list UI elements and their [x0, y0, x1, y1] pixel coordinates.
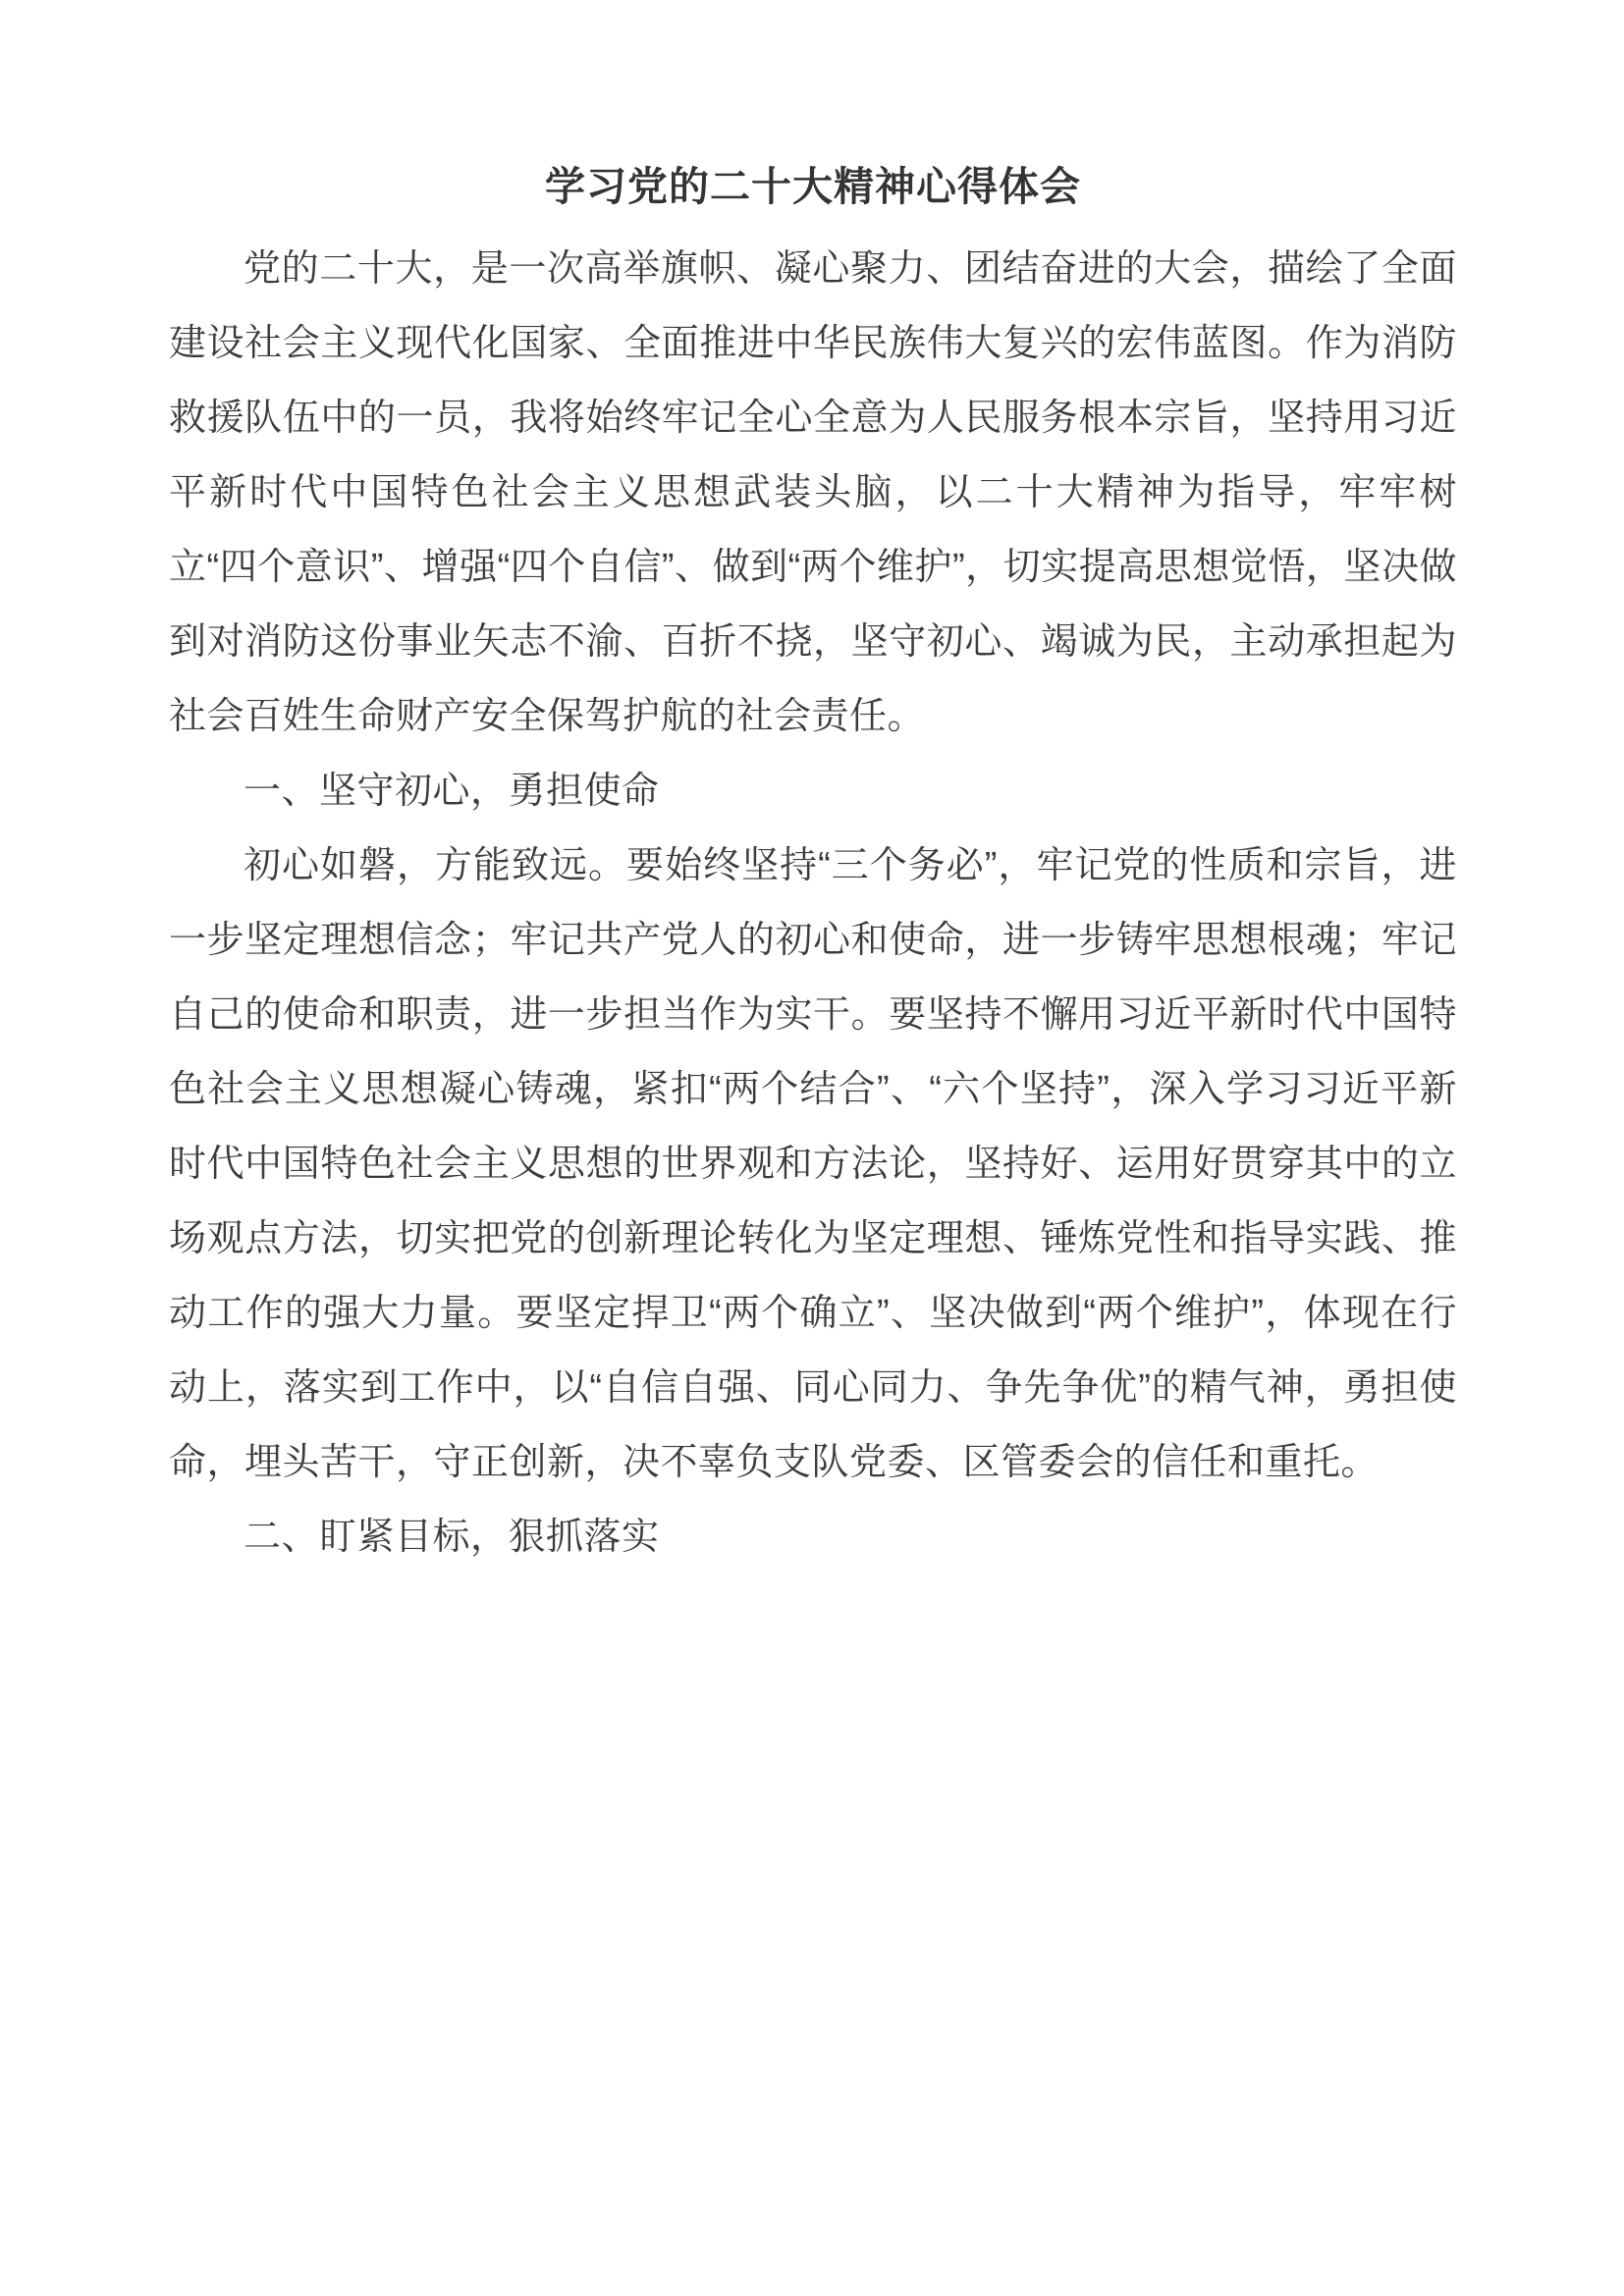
section-heading: 二、盯紧目标，狠抓落实: [244, 1517, 660, 1558]
document-title: 学习党的二十大精神心得体会: [545, 164, 1081, 209]
paragraph: 初心如磐，方能致远。要始终坚持“三个务必”，牢记党的性质和宗旨，进一步坚定理想信念；牢记共产党人的初心和使命，进一步铸牢思想根魂；牢记自己的使命和职责，进一步担当作为实干。要坚持不懈用习近平新时代中国特色社会主义思想凝心铸魂，紧扣“两个结合”、“六个坚持”，深入学习习近平新时代中国特色社会主义思想的世界观和方法论，坚持好、运用好贯穿其中的立场观点方法，切实把党的创新理论转化为坚定理想、锤炼党性和指导实践、推动工作的强大力量。要坚定捍卫“两个确立”、坚决做到“两个维护”，体现在行动上，落实到工作中，以“自信自强、同心同力、争先争优”的精气神，勇担使命，埋头苦干，守正创新，决不辜负支队党委、区管委会的信任和重托。: [169, 845, 1457, 1483]
document-body: [169, 232, 1457, 1575]
paragraph: 党的二十大，是一次高举旗帜、凝心聚力、团结奋进的大会，描绘了全面建设社会主义现代化国家、全面推进中华民族伟大复兴的宏伟蓝图。作为消防救援队伍中的一员，我将始终牢记全心全意为人民服务根本宗旨，坚持用习近平新时代中国特色社会主义思想武装头脑，以二十大精神为指导，牢牢树立“四个意识”、增强“四个自信”、做到“两个维护”，切实提高思想觉悟，坚决做到对消防这份事业矢志不渝、百折不挠，坚守初心、竭诚为民，主动承担起为社会百姓生命财产安全保驾护航的社会责任。: [169, 248, 1457, 737]
section-heading: 一、坚守初心，勇担使命: [244, 771, 660, 812]
